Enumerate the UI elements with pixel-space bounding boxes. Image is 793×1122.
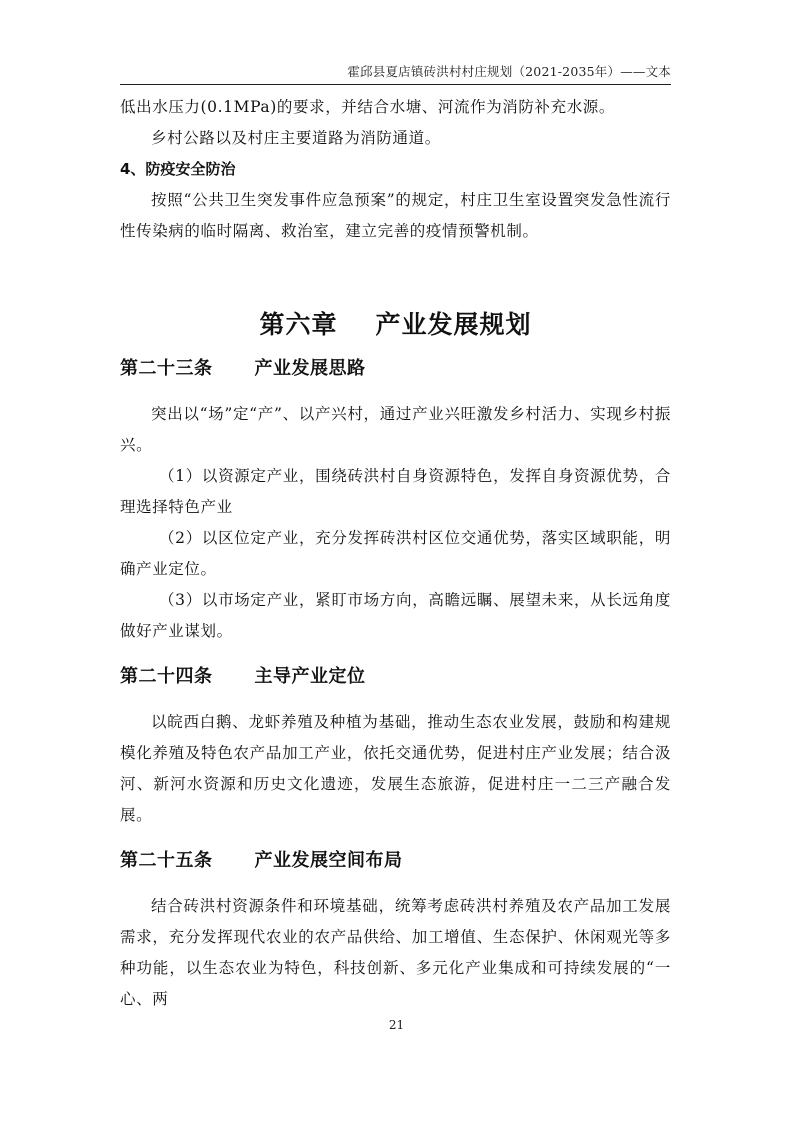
epidemic-paragraph: 按照“公共卫生突发事件应急预案”的规定，村庄卫生室设置突发急性流行性传染病的临时隔离、救治室，建立完善的疫情预警机制。	[120, 191, 671, 240]
chapter-name: 产业发展规划	[375, 310, 532, 339]
article-23-name: 产业发展思路	[254, 358, 366, 379]
article-25-name: 产业发展空间布局	[254, 850, 403, 871]
article-24-title	[120, 661, 671, 693]
header-title: 霍邱县夏店镇砖洪村村庄规划（2021-2035年）——文本	[347, 64, 671, 79]
chapter-title	[120, 305, 671, 345]
article-23-paragraph: 突出以“场”定“产”、以产兴村，通过产业兴旺激发乡村活力、实现乡村振兴。	[120, 405, 671, 454]
article-23-number: 第二十三条	[120, 358, 213, 379]
article-25-number: 第二十五条	[120, 850, 213, 871]
article-24-paragraph: 以皖西白鹅、龙虾养殖及种植为基础，推动生态农业发展，鼓励和构建规模化养殖及特色农产品加工产业，依托交通优势，促进村庄产业发展；结合汲河、新河水资源和历史文化遗迹，发展生态旅游，促进村庄一二三产融合发展。	[120, 713, 671, 824]
document-body	[120, 92, 671, 1015]
section-heading-epidemic: 4、防疫安全防治	[120, 160, 236, 178]
article-23-title	[120, 353, 671, 385]
article-23-item-3: （3）以市场定产业，紧盯市场方向，高瞻远瞩、展望未来，从长远角度做好产业谋划。	[120, 591, 671, 640]
article-23-item-2: （2）以区位定产业，充分发挥砖洪村区位交通优势，落实区域职能，明确产业定位。	[120, 529, 671, 578]
article-24-number: 第二十四条	[120, 666, 213, 687]
article-24-name: 主导产业定位	[254, 666, 366, 687]
intro-paragraph-1: 低出水压力(0.1MPa)的要求，并结合水塘、河流作为消防补充水源。	[120, 98, 615, 116]
article-25-paragraph: 结合砖洪村资源条件和环境基础，统筹考虑砖洪村养殖及农产品加工发展需求，充分发挥现代农业的农产品供给、加工增值、生态保护、休闲观光等多种功能，以生态农业为特色，科技创新、多元化产业集成和可持续发展的“一心、两	[120, 897, 671, 1008]
page-number: 21	[388, 1018, 405, 1032]
intro-paragraph-2: 乡村公路以及村庄主要道路为消防通道。	[151, 129, 441, 147]
article-23-item-1: （1）以资源定产业，围绕砖洪村自身资源特色，发挥自身资源优势，合理选择特色产业	[120, 467, 671, 516]
chapter-number: 第六章	[259, 310, 338, 339]
article-25-title	[120, 845, 671, 877]
page-header	[120, 62, 671, 85]
